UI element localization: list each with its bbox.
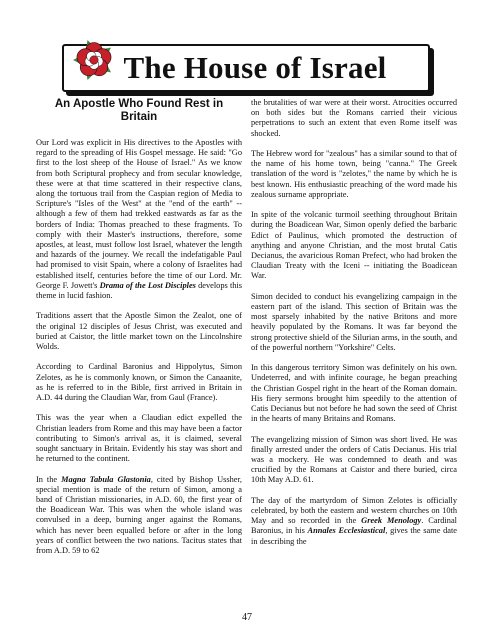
paragraph: In spite of the volcanic turmoil seething throughout Britain during the Boadicean War, Simon openly defied the barbaric Edict of Paulinus, which promoted the destruction of anything and anyone Christian, and the most brutal Catis Decianus, the avaricious Roman Prefect, who had broken the Claudian Treaty with the Iceni -- initiating the Boadicean War. — [251, 210, 457, 281]
paragraph: The day of the martyrdom of Simon Zelotes is officially celebrated, by both the eastern and western churches on 10th May and so recorded in the Greek Menology. Cardinal Baronius, in his Annales Ecclesiastical, gives the same date in describing the — [251, 495, 458, 546]
menology-title: Greek Menology — [361, 516, 422, 526]
paragraph: The evangelizing mission of Simon was short lived. He was finally arrested under the orders of Catis Decianus. His trial was a mockery. He was condemned to death and was crucified by the Romans at Caistor and there buried, circa 10th May A.D. 61. — [251, 434, 457, 485]
book-title: Drama of the Lost Disciples — [99, 280, 196, 290]
page-title: The House of Israel — [123, 50, 387, 85]
paragraph: Our Lord was explicit in His directives to the Apostles with regard to the spreading of His Gospel message. He said: "Go first to the lost sheep of the House of Israel." As we know from both Scriptural prophecy and from secular knowledge, these were at that time scattered in their respective clans, along the tortuous trail from the Caspian region of Media to Scripture's "Isles of the West" at the "end of the earth" -- although a few of them had trekked eastwards as far as the borders of India: Thomas preached to these fragments. To comply with their Master's instructions, therefore, some apostles, at least, must follow lost Israel, whatever the length and hazards of the journey. We recall the indefatigable Paul had promised to visit Spain, where a colony of Israelites had established itself, centuries before the time of our Lord. Mr. George F. Jowett's Drama of the Lost Disciples develops this theme in lucid fashion. — [36, 138, 243, 301]
left-column — [36, 98, 242, 566]
rose-center — [90, 56, 98, 64]
tabula-title: Magna Tabula Glastonia — [61, 474, 151, 484]
page-number: 47 — [242, 612, 252, 623]
tudor-rose-icon — [72, 38, 116, 82]
paragraph: The Hebrew word for "zealous" has a similar sound to that of the name of his home town, being "canna." The Greek translation of the word is "zelotes," the name by which he is best known. His enthusiastic preaching of the word made his zealous surname appropriate. — [251, 149, 457, 199]
annales-title: Annales Ecclesiastical — [307, 526, 386, 536]
article-title: An Apostle Who Found Rest in Britain — [54, 98, 224, 123]
paragraph: Simon decided to conduct his evangelizing campaign in the eastern part of the island. This section of Britain was the most sparsely inhabited by the native Britons and more heavily populated by the Romans. It was far beyond the strong protective shield of the Silurian arms, in the south, and of the powerful northern "Yorkshire" Celts. — [251, 291, 457, 352]
paragraph: In the Magna Tabula Glastonia, cited by Bishop Ussher, special mention is made of the return of Simon, among a band of Christian missionaries, in A.D. 60, the first year of the Boadicean War. This was when the whole island was convulsed in a deep, burning anger against the Romans, which has never been equalled before or after in the long years of conflict between the two nations. Tacitus states that from A.D. 59 to 62 — [36, 474, 242, 556]
paragraph: the brutalities of war were at their worst. Atrocities occurred on both sides but the Romans carried their vicious perpetrations to such an extent that even Rome itself was shocked. — [251, 98, 457, 138]
paragraph: According to Cardinal Baronius and Hippolytus, Simon Zelotes, as he is commonly known, or Simon the Canaanite, as he is referred to in the Bible, first arrived in Britain in A.D. 44 during the Claudian War, from Gaul (France). — [36, 362, 242, 403]
paragraph: This was the year when a Claudian edict expelled the Christian leaders from Rome and this may have been a factor contributing to Simon's arrival as, it is claimed, several sought sanctuary in Britain. Evidently his stay was short and he returned to the continent. — [36, 413, 242, 464]
right-column — [251, 98, 457, 557]
paragraph: Traditions assert that the Apostle Simon the Zealot, one of the original 12 disciples of Jesus Christ, was executed and buried at Caistor, the little market town on the Lincolnshire Wolds. — [36, 311, 242, 352]
paragraph: In this dangerous territory Simon was definitely on his own. Undeterred, and with infinite courage, he began preaching the Christian Gospel right in the heart of the Roman domain. His fiery sermons brought him speedily to the attention of Catis Decianus but not before he had sown the seed of Christ in the hearts of many Britains and Romans. — [251, 363, 457, 424]
title-banner — [62, 44, 430, 92]
